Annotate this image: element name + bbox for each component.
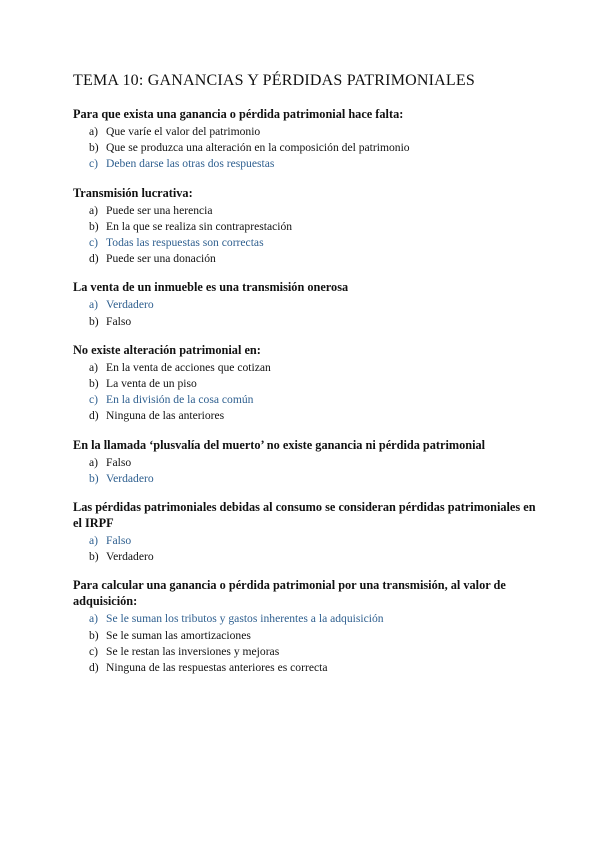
option-list (73, 533, 540, 565)
option-text: Todas las respuestas son correctas (106, 236, 264, 250)
option-list (73, 455, 540, 487)
option-letter: d) (89, 252, 99, 266)
option-list (73, 360, 540, 425)
option-text: La venta de un piso (106, 377, 197, 391)
option-text: Ninguna de las respuestas anteriores es correcta (106, 661, 328, 675)
option-letter: b) (89, 314, 99, 328)
option-letter: c) (89, 157, 99, 171)
option-list (73, 124, 540, 173)
option-text: Se le suman los tributos y gastos inherentes a la adquisición (106, 612, 384, 626)
option-letter: b) (89, 550, 99, 564)
answer-option (73, 549, 540, 565)
answer-option (73, 140, 540, 156)
question-text: Las pérdidas patrimoniales debidas al consumo se consideran pérdidas patrimoniales en el IRPF (73, 500, 536, 531)
option-letter: b) (89, 377, 99, 391)
option-text: Verdadero (106, 471, 154, 485)
option-letter: a) (89, 534, 99, 548)
answer-option (73, 124, 540, 140)
correct-option (73, 533, 540, 549)
option-letter: a) (89, 298, 99, 312)
option-letter: a) (89, 125, 99, 138)
option-text: Deben darse las otras dos respuestas (106, 157, 275, 171)
option-text: Falso (106, 314, 132, 328)
option-text: Puede ser una herencia (106, 203, 213, 217)
option-text: En la venta de acciones que cotizan (106, 360, 271, 374)
option-text: Verdadero (106, 550, 154, 564)
option-text: En la división de la cosa común (106, 393, 254, 407)
option-list (73, 203, 540, 268)
option-letter: b) (89, 141, 99, 155)
option-text: En la que se realiza sin contraprestación (106, 219, 293, 233)
option-letter: c) (89, 393, 99, 407)
correct-option (73, 156, 540, 172)
option-text: Falso (106, 455, 132, 469)
option-letter: a) (89, 360, 99, 374)
question-block (73, 437, 540, 487)
question-text: Para calcular una ganancia o pérdida patrimonial por una transmisión, al valor de adquisición: (73, 578, 506, 609)
correct-option (73, 611, 540, 627)
correct-option (73, 297, 540, 313)
page-title: TEMA 10: GANANCIAS Y PÉRDIDAS PATRIMONIALES (73, 72, 475, 89)
question-block (73, 185, 540, 268)
option-list (73, 297, 540, 329)
option-text: Puede ser una donación (106, 252, 216, 266)
correct-option (73, 392, 540, 408)
option-letter: d) (89, 661, 99, 675)
question-text: En la llamada ‘plusvalía del muerto’ no existe ganancia ni pérdida patrimonial (73, 437, 486, 452)
option-letter: c) (89, 644, 99, 658)
question-list (73, 106, 540, 676)
option-text: Verdadero (106, 298, 154, 312)
answer-option (73, 251, 540, 267)
option-letter: b) (89, 471, 99, 485)
correct-option (73, 235, 540, 251)
option-letter: d) (89, 409, 99, 423)
option-text: Ninguna de las anteriores (106, 409, 225, 423)
question-block (73, 577, 540, 676)
answer-option (73, 408, 540, 424)
answer-option (73, 376, 540, 392)
question-text: Transmisión lucrativa: (73, 185, 193, 200)
question-block (73, 499, 540, 565)
option-text: Que varíe el valor del patrimonio (106, 125, 261, 138)
answer-option (73, 628, 540, 644)
question-block (73, 279, 540, 329)
option-letter: b) (89, 628, 99, 642)
option-letter: b) (89, 219, 99, 233)
answer-option (73, 455, 540, 471)
question-block (73, 106, 540, 173)
option-letter: c) (89, 236, 99, 250)
option-text: Se le suman las amortizaciones (106, 628, 251, 642)
answer-option (73, 314, 540, 330)
option-text: Falso (106, 534, 132, 548)
question-block (73, 342, 540, 425)
answer-option (73, 203, 540, 219)
correct-option (73, 471, 540, 487)
option-list (73, 611, 540, 676)
answer-option (73, 219, 540, 235)
answer-option (73, 360, 540, 376)
option-letter: a) (89, 612, 99, 626)
question-text: La venta de un inmueble es una transmisión onerosa (73, 280, 349, 295)
answer-option (73, 660, 540, 676)
question-text: No existe alteración patrimonial en: (73, 342, 261, 357)
option-text: Que se produzca una alteración en la composición del patrimonio (106, 141, 410, 155)
answer-option (73, 644, 540, 660)
option-letter: a) (89, 455, 99, 469)
question-text: Para que exista una ganancia o pérdida patrimonial hace falta: (73, 107, 404, 121)
option-text: Se le restan las inversiones y mejoras (106, 644, 280, 658)
option-letter: a) (89, 203, 99, 217)
